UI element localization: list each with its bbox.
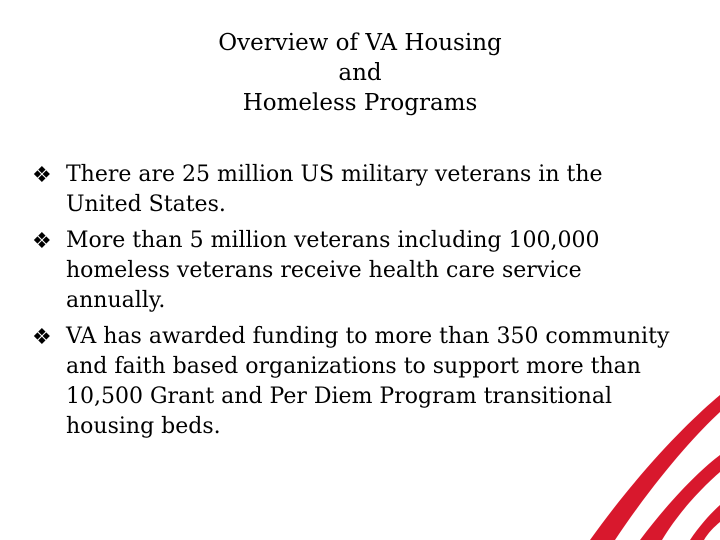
diamond-bullet-icon: ❖ xyxy=(32,325,52,350)
bullet-item xyxy=(30,160,680,220)
title-line-2: and xyxy=(338,60,382,86)
title-line-1: Overview of VA Housing xyxy=(218,30,502,56)
title-line-3: Homeless Programs xyxy=(242,90,478,116)
diamond-bullet-icon: ❖ xyxy=(32,163,52,188)
bullet-text: There are 25 million US military veterans in the United States. xyxy=(66,162,603,217)
red-stripe-3 xyxy=(690,505,720,540)
bullet-list xyxy=(30,160,680,448)
bullet-item xyxy=(30,322,680,442)
bullet-item xyxy=(30,226,680,316)
bullet-text: VA has awarded funding to more than 350 community and faith based organizations to support more than 10,500 Grant and Per Diem Program transitional housing beds. xyxy=(66,324,670,439)
slide-title xyxy=(0,28,720,118)
bullet-text: More than 5 million veterans including 100,000 homeless veterans receive health care service annually. xyxy=(66,228,600,313)
diamond-bullet-icon: ❖ xyxy=(32,229,52,254)
